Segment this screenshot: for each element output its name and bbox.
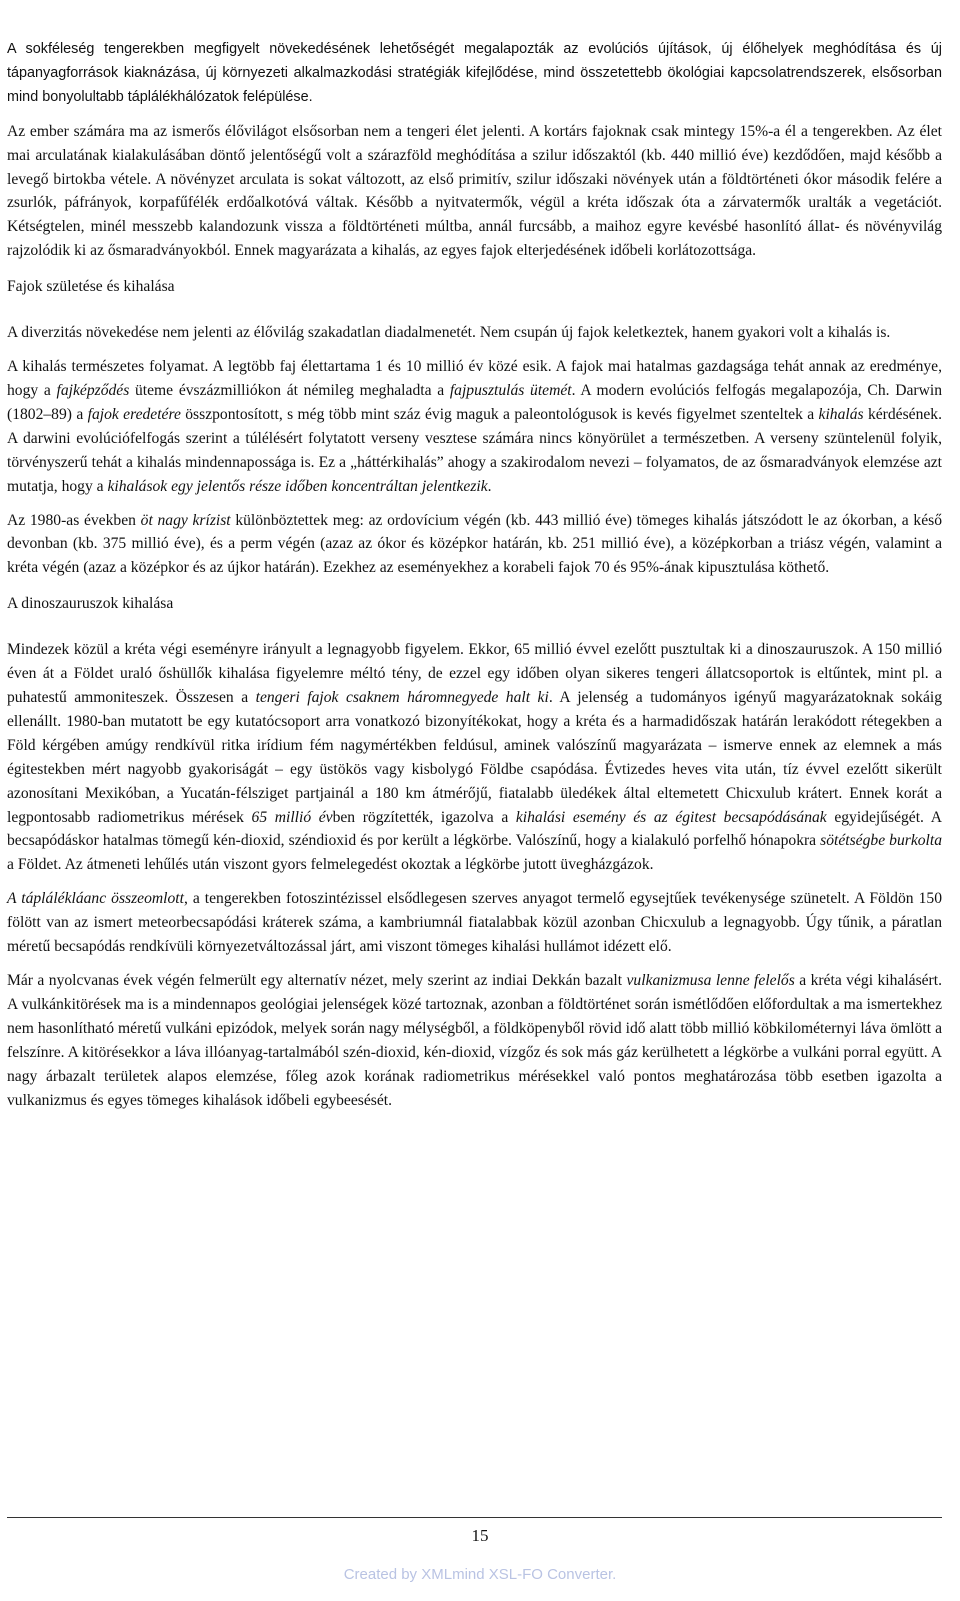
heading-species-birth-extinction: Fajok születése és kihalása <box>7 278 175 296</box>
heading-dinosaur-extinction: A dinoszauruszok kihalása <box>7 595 174 613</box>
paragraph-diversity: A sokféleség tengerekben megfigyelt növekedésének lehetőségét megalapozták az evolúciós újítások, új élőhelyek meghódítása és új tápanyagforrások kiaknázása, új környezeti alkalmazkodási stratégiák kifejlődése, mind összetettebb ökológiai kapcsolatrendszerek, elsősorban mind bonyolultabb táplálékhálózatok felépülése. <box>7 41 942 105</box>
paragraph-terrestrial-life: Az ember számára ma az ismerős élővilágot elsősorban nem a tengeri élet jelenti. A kortárs fajoknak csak mintegy 15%-a él a tengerekben. Az élet mai arculatának kialakulásában döntő jelentőségű volt a szárazföld meghódítása a szilur időszaktól (kb. 440 millió éve) kezdődően, majd később a levegő birtokba vétele. A növényzet arculata is sokat változott, az első primitív, szilur időszaki növények után a földtörténeti ókor második felére a zsurlók, páfrányok, korpafűfélék erdőalkotóvá váltak. Később a nyitvatermők, végül a kréta időszak óta a zárvatermők uralták a vegetációt. Kétségtelen, minél messzebb kalandozunk vissza a földtörténeti múltba, annál furcsább, a maihoz egyre kevésbé hasonlító állat- és növényvilág rajzolódik ki az ősmaradványokból. Ennek magyarázata a kihalás, az egyes fajok elterjedésének időbeli korlátozottsága. <box>7 122 942 260</box>
converter-footer: Created by XMLmind XSL-FO Converter. <box>343 1566 617 1583</box>
page-number: 15 <box>471 1526 489 1545</box>
paragraph-five-crises: Az 1980-as években öt nagy krízist különböztettek meg: az ordovícium végén (kb. 443 millió éve) tömeges kihalás játszódott le az ókorban, a késő devonban (kb. 375 millió éve), és a perm végén (azaz az ókor és középkor határán, kb. 251 millió éve), a középkorban a triász végén, valamint a kréta végén (azaz a középkor és az újkor határán). Ezekhez az eseményekhez a korabeli fajok 70 és 95%-ának kipusztulása köthető. <box>7 511 942 577</box>
paragraph-volcanism: Már a nyolcvanas évek végén felmerült egy alternatív nézet, mely szerint az indiai Dekkán bazalt vulkanizmusa lenne felelős a kréta végi kihalásért. A vulkánkitörések ma is a mindennapos geológiai jelenségek közé tartoznak, azonban a földtörténet során ismétlődően előfordultak a ma ismertekhez nem hasonlítható méretű vulkáni epizódok, melyek során nagy mélységből, a földköpenyből rövid idő alatt több millió köbkilométernyi láva ömlött a felszínre. A kitörésekkor a láva illóanyag-tartalmából szén-dioxid, kén-dioxid, vízgőz és sok más gáz kerülhetett a légkörbe a vulkáni porral együtt. A nagy árbazalt területek alapos elemzése, főleg azok korának radiometrikus mérésekkel való pontos meghatározása több esetben igazolta a vulkanizmus és egyes tömeges kihalások időbeli egybeesését. <box>7 972 942 1109</box>
paragraph-food-chain-collapse: A táplálékláanc összeomlott, a tengerekben fotoszintézissel elsődlegesen szerves anyagot termelő egysejtűek tevékenysége szünetelt. A Földön 150 fölött van az ismert meteorbecsapódási kráterek száma, a kambriumnál fiatalabbak közül azonban Chicxulub a legnagyobb. Úgy tűnik, a páratlan méretű becsapódás rendkívüli környezetváltozással járt, ami viszont tömeges kihalási hullámot idézett elő. <box>7 890 942 956</box>
paragraph-extinction-natural: A kihalás természetes folyamat. A legtöbb faj élettartama 1 és 10 millió év közé esik. A fajok mai hatalmas gazdagsága tehát annak az eredménye, hogy a fajképződés üteme évszázmilliókon át némileg meghaladta a fajpusztulás ütemét. A modern evolúciós felfogás megalapozója, Ch. Darwin (1802–89) a fajok eredetére összpontosított, s még több mint száz évig maguk a paleontológusok is kevés figyelmet szenteltek a kihalás kérdésének. A darwini evolúciófelfogás szerint a túlélésért folytatott verseny vesztese számára nincs könyörület a természetben. A verseny szüntelenül folyik, törvényszerű tehát a kihalás mindennapossága is. Ez a „háttérkihalás” ahogy a szakirodalom nevezi – folyamatos, de az ősmaradványok elemzése azt mutatja, hogy a kihalások egy jelentős része időben koncentráltan jelentkezik. <box>7 358 942 495</box>
paragraph-diversity-growth: A diverzitás növekedése nem jelenti az élővilág szakadatlan diadalmenetét. Nem csupán új fajok keletkeztek, hanem gyakori volt a kihalás is. <box>7 324 891 342</box>
document-body <box>7 38 942 1122</box>
footer-divider <box>7 1517 942 1518</box>
paragraph-cretaceous-event: Mindezek közül a kréta végi eseményre irányult a legnagyobb figyelem. Ekkor, 65 millió évvel ezelőtt pusztultak ki a dinoszauruszok. A 150 millió éven át a Földet uraló őshüllők kihalása figyelemre méltó tény, de ezzel egy időben olyan sikeres tengeri állatcsoportok is eltűntek, mint pl. a puhatestű ammoniteszek. Összesen a tengeri fajok csaknem háromnegyede halt ki. A jelenség a tudományos igényű magyarázatoknak sokáig ellenállt. 1980-ban mutatott be egy kutatócsoport arra vonatkozó bizonyítékokat, hogy a kréta és a harmadidőszak határán lerakódott rétegekben a Föld kérgében amúgy rendkívül ritka irídium fém nagymértékben feldúsul, aminek valószínű magyarázata – ismerve ennek az elemnek a más égitestekben mért nagyobb gyakoriságát – egy üstökös vagy kisbolygó Földbe csapódása. Évtizedes heves vita után, tíz évvel ezelőtt sikerült azonosítani Mexikóban, a Yucatán-félsziget partjainál a 180 km átmérőjű, fiatalabb üledékek által eltemetett Chicxulub krátert. Ennek korát a legpontosabb radiometrikus mérések 65 millió évben rögzítették, igazolva a kihalási esemény és az égitest becsapódásának egyidejűségét. A becsapódáskor hatalmas tömegű kén-dioxid, széndioxid és por került a légkörbe. Valószínű, hogy a kialakuló porfelhő hónapokra sötétségbe burkolta a Földet. Az átmeneti lehűlés után viszont gyors felmelegedést okoztak a légkörbe jutott üvegházgázok. <box>7 641 942 874</box>
